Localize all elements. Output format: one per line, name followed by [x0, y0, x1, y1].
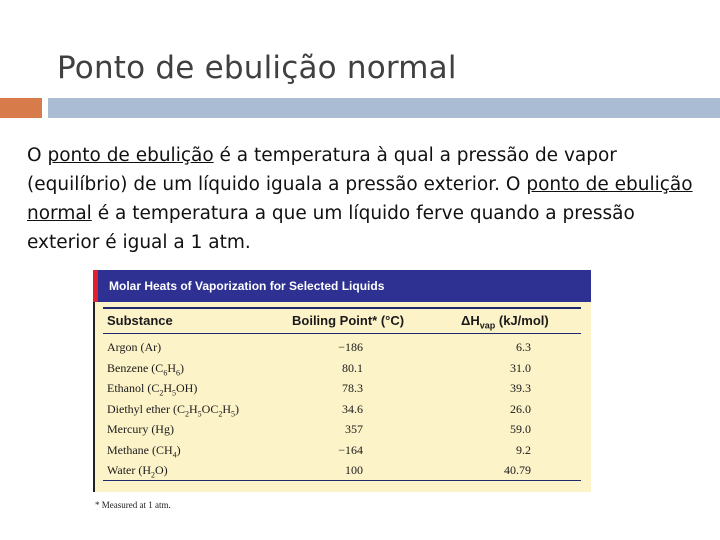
header-boiling-point: Boiling Point* (°C) — [292, 313, 405, 328]
cell-heat-of-vaporization: 6.3 — [516, 340, 531, 354]
header-dh-unit: (kJ/mol) — [495, 313, 549, 328]
cell-substance: Ethanol $(C_2H_5OH)$ — [107, 381, 198, 398]
title-rule — [48, 98, 720, 118]
cell-heat-of-vaporization: 9.2 — [516, 442, 531, 457]
table-rule-header — [103, 333, 581, 334]
cell-substance: Benzene $(C_6H_6)$ — [107, 360, 184, 377]
cell-boiling-point: −164 — [338, 442, 363, 457]
cell-boiling-point: 357 — [345, 422, 363, 436]
cell-heat-of-vaporization: 39.3 — [510, 381, 531, 395]
cell-heat-of-vaporization: 59.0 — [510, 422, 531, 436]
body-paragraph — [27, 141, 697, 257]
table-caption: Molar Heats of Vaporization for Selected Liquids — [93, 270, 591, 302]
cell-boiling-point: −186 — [338, 340, 363, 354]
cell-boiling-point: 80.1 — [342, 360, 363, 375]
term-normal-boiling-point: ponto de ebulição normal — [27, 174, 693, 224]
cell-boiling-point: 34.6 — [342, 401, 363, 416]
cell-substance: Methane $(CH_4)$ — [107, 442, 181, 459]
title-rule-accent — [0, 98, 42, 118]
table-row — [93, 359, 591, 379]
table-row — [93, 379, 591, 399]
body-text-1: O — [27, 145, 48, 166]
cell-heat-of-vaporization: 31.0 — [510, 360, 531, 375]
body-text-2: é a temperatura à qual a pressão de vapor (equilíbrio) de um líquido iguala a pressão exterior. O — [27, 145, 617, 195]
vaporization-table — [93, 270, 591, 492]
cell-substance: Diethyl ether $(C_2H_5OC_2H_5)$ — [107, 401, 239, 418]
table-row — [93, 461, 591, 481]
table-footnote: * Measured at 1 atm. — [95, 500, 171, 510]
cell-substance: Water $(H_2O)$ — [107, 463, 168, 480]
caption-accent — [93, 270, 98, 302]
cell-heat-of-vaporization: 40.79 — [504, 463, 531, 477]
term-boiling-point: ponto de ebulição — [47, 145, 214, 166]
cell-substance: Argon (Ar) — [107, 340, 162, 354]
table-row — [93, 441, 591, 461]
table-rule-bottom — [103, 480, 581, 481]
header-dh-symbol: ΔH — [461, 313, 480, 328]
header-dh-subscript: vap — [479, 320, 496, 331]
table-row — [93, 400, 591, 420]
slide-title: Ponto de ebulição normal — [57, 50, 457, 86]
header-heat-of-vaporization — [461, 313, 549, 331]
cell-heat-of-vaporization: 26.0 — [510, 401, 531, 416]
body-text-3: é a temperatura a que um líquido ferve quando a pressão exterior é igual a 1 atm. — [27, 203, 635, 253]
header-substance: Substance — [107, 313, 173, 328]
cell-boiling-point: 100 — [345, 463, 363, 477]
table-row — [93, 420, 591, 440]
table-row — [93, 338, 591, 358]
cell-boiling-point: 78.3 — [342, 381, 363, 395]
table-rule-top — [103, 307, 581, 309]
cell-substance: Mercury (Hg) — [107, 422, 174, 436]
